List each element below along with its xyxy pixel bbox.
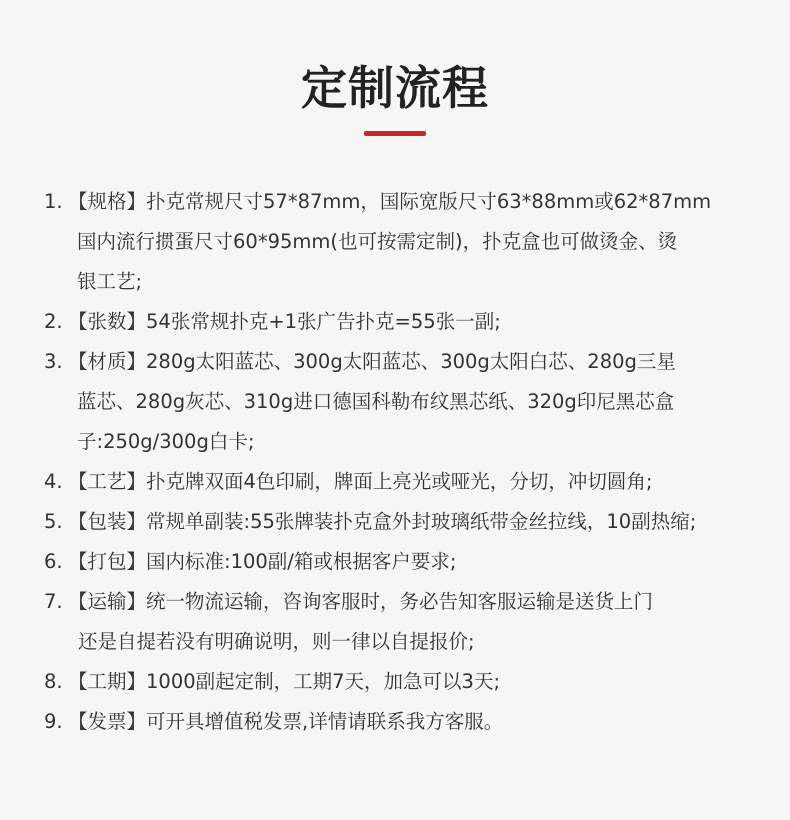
process-list [44,182,756,742]
title-underline [364,131,426,136]
list-item-line: 还是自提若没有明确说明，则一律以自提报价; [78,630,475,653]
list-item-line: 【规格】扑克常规尺寸57*87mm，国际宽版尺寸63*88mm或62*87mm [68,190,712,213]
list-item-number: 5. [44,510,63,533]
list-item-text [68,302,756,342]
list-item-text [68,342,756,462]
list-item-number: 6. [44,550,63,573]
list-item-boxing [44,542,756,582]
list-item-line: 【运输】统一物流运输，咨询客服时，务必告知客服运输是送货上门 [68,590,654,613]
list-item-number: 1. [44,190,63,213]
list-item-text [68,462,756,502]
list-item-text [68,542,756,582]
list-item-shipping [44,582,756,662]
list-item-text [68,182,756,302]
list-item-line: 【材质】280g太阳蓝芯、300g太阳蓝芯、300g太阳白芯、280g三星 [68,350,676,373]
list-item-number: 4. [44,470,63,493]
list-item-invoice [44,702,756,742]
list-item-text [68,662,756,702]
list-item-text [68,502,756,542]
list-item-packaging [44,502,756,542]
list-item-line: 【张数】54张常规扑克+1张广告扑克=55张一副; [68,310,501,333]
list-item-line: 【发票】可开具增值税发票,详情请联系我方客服。 [68,710,504,733]
list-item-craft [44,462,756,502]
list-item-line: 蓝芯、280g灰芯、310g进口德国科勒布纹黑芯纸、320g印尼黑芯盒 [77,390,675,413]
list-item-text [68,702,756,742]
list-item-card-count [44,302,756,342]
list-item-material [44,342,756,462]
list-item-specs [44,182,756,302]
list-item-number: 3. [44,350,63,373]
list-item-number: 2. [44,310,63,333]
list-item-line: 【工期】1000副起定制，工期7天，加急可以3天; [68,670,501,693]
list-item-lead-time [44,662,756,702]
list-item-number: 8. [44,670,63,693]
page-title: 定制流程 [301,61,489,115]
list-item-line: 银工艺; [77,270,143,293]
list-item-line: 【包装】常规单副装:55张牌装扑克盒外封玻璃纸带金丝拉线，10副热缩; [68,510,697,533]
list-item-line: 子:250g/300g白卡; [77,430,255,453]
list-item-line: 【打包】国内标准:100副/箱或根据客户要求; [68,550,457,573]
list-item-number: 9. [44,710,63,733]
list-item-line: 【工艺】扑克牌双面4色印刷，牌面上亮光或哑光，分切，冲切圆角; [68,470,653,493]
list-item-line: 国内流行掼蛋尺寸60*95mm(也可按需定制)，扑克盒也可做烫金、烫 [77,230,678,253]
list-item-number: 7. [44,590,63,613]
list-item-text [68,582,756,662]
